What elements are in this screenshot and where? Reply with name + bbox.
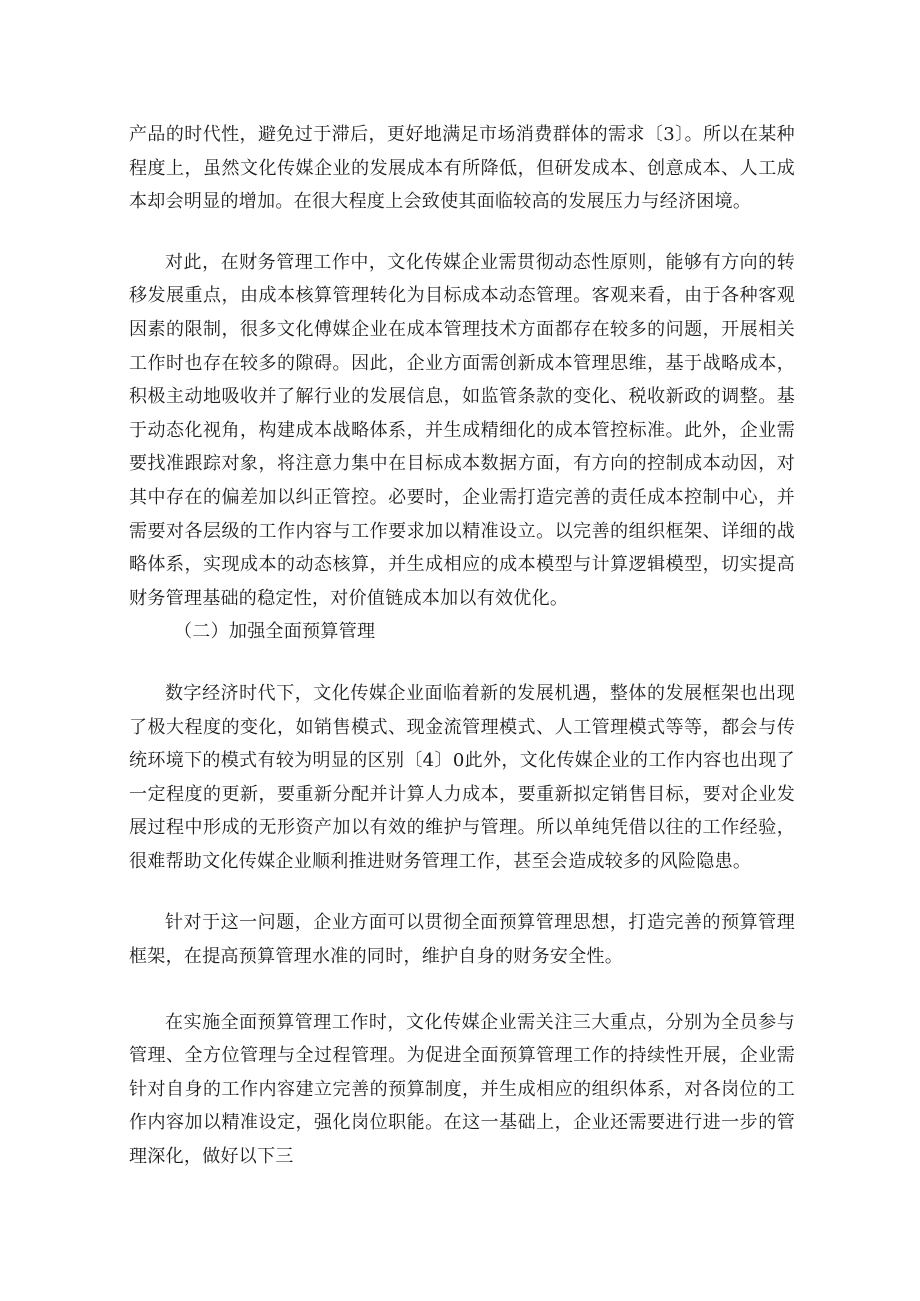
- paragraph-digital-economy: 数字经济时代下，文化传媒企业面临着新的发展机遇，整体的发展框架也出现了极大程度的变化，如销售模式、现金流管理模式、人工管理模式等等，都会与传统环境下的模式有较为明显的区别〔4〕0此外，文化传媒企业的工作内容也出现了一定程度的更新，要重新分配并计算人力成本，要重新拟定销售目标，要对企业发展过程中形成的无形资产加以有效的维护与管理。所以单纯凭借以往的工作经验，很难帮助文化传媒企业顺利推进财务管理工作，甚至会造成较多的风险隐患。: [129, 682, 795, 872]
- section-heading: （二）加强全面预算管理: [174, 621, 376, 643]
- paragraph-continuation: 产品的时代性，避免过于滞后，更好地满足市场消费群体的需求〔3〕。所以在某种程度上，虽然文化传媒企业的发展成本有所降低，但研发成本、创意成本、人工成本却会明显的增加。在很大程度上会致使其面临较高的发展压力与经济困境。: [129, 124, 795, 213]
- paragraph-dynamic-cost: 对此，在财务管理工作中，文化传媒企业需贯彻动态性原则，能够有方向的转移发展重点，由成本核算管理转化为目标成本动态管理。客观来看，由于各种客观因素的限制，很多文化傅媒企业在成本管理技术方面都存在较多的问题，开展相关工作时也存在较多的隙碍。因此，企业方面需创新成本管理思维，基于战略成本，积极主动地吸收并了解行业的发展信息，如监管条款的变化、税收新政的调整。基于动态化视角，构建成本战略体系，并生成精细化的成本管控标准。此外，企业需要找准跟踪对象，将注意力集中在目标成本数据方面，有方向的控制成本动因，对其中存在的偏差加以纠正管控。必要时，企业需打造完善的责任成本控制中心，并需要对各层级的工作内容与工作要求加以精准设立。以完善的组织框架、详细的战略体系，实现成本的动态核算，并生成相应的成本模型与计算逻辑模型，切实提高财务管理基础的稳定性，对价值链成本加以有效优化。: [129, 251, 795, 609]
- paragraph-budget-thinking: 针对于这一问题，企业方面可以贯彻全面预算管理思想，打造完善的预算管理框架，在提高预算管理水准的同时，维护自身的财务安全性。: [129, 912, 795, 968]
- document-body: [129, 118, 795, 1174]
- paragraph-budget-implementation: 在实施全面预算管理工作时，文化传媒企业需关注三大重点，分别为全员参与管理、全方位管理与全过程管理。为促进全面预算管理工作的持续性开展，企业需针对自身的工作内容建立完善的预算制度，并生成相应的组织体系，对各岗位的工作内容加以精准设定，强化岗位职能。在这一基础上，企业还需要进行进一步的管理深化，做好以下三: [129, 1011, 795, 1168]
